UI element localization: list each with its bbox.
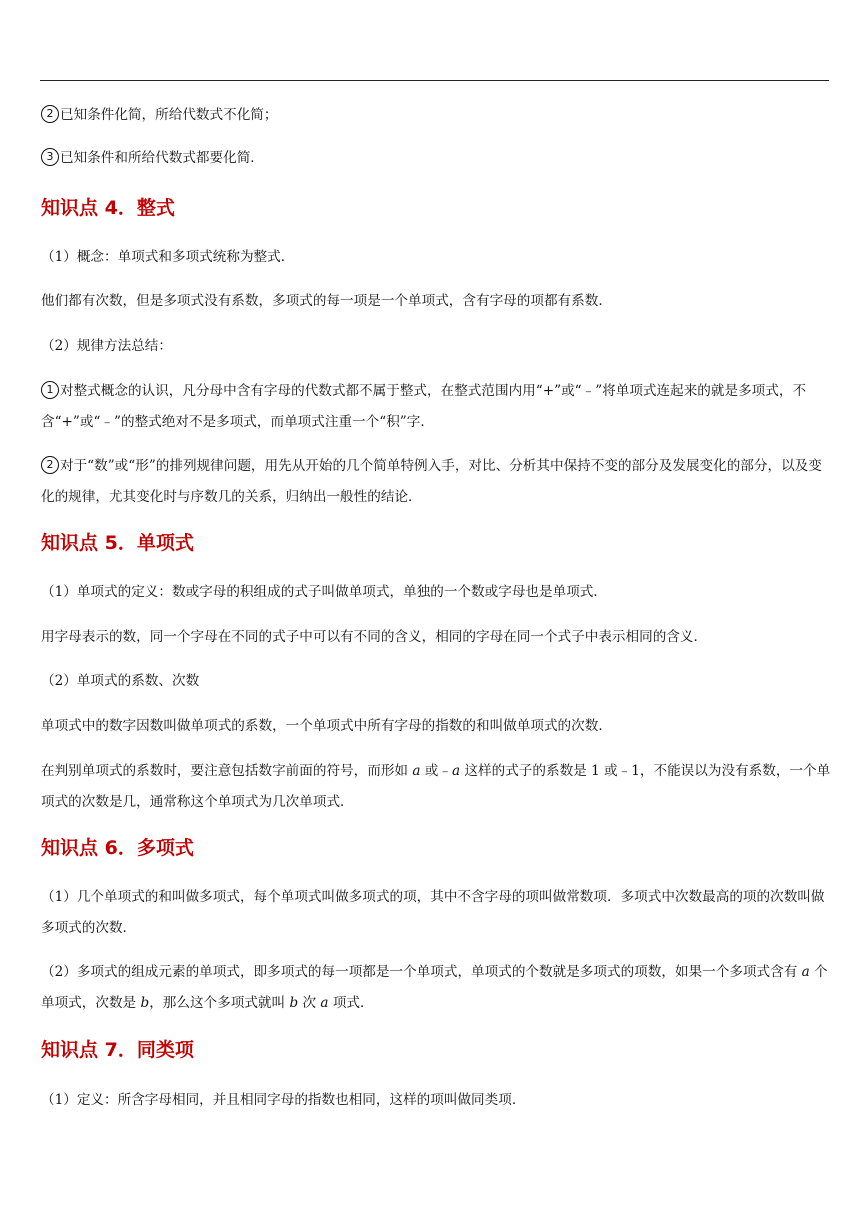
paragraph: 用字母表示的数，同一个字母在不同的式子中可以有不同的含义，相同的字母在同一个式子中表示相同的含义． [41,629,708,645]
heading-knowledge-5: 知识点 5．单项式 [41,532,194,554]
circled-number: 2 [41,105,59,123]
heading-knowledge-4: 知识点 4．整式 [41,197,175,219]
item-2: 2 已知条件化简，所给代数式不化简； [41,100,831,131]
paragraph: 单项式中的数字因数叫做单项式的系数，一个单项式中所有字母的指数的和叫做单项式的次数． [41,718,612,734]
item-1: 1 对整式概念的认识，凡分母中含有字母的代数式都不属于整式，在整式范围内用“+”或“﹣”将单项式连起来的就是多项式，不含“+”或“﹣”的整式绝对不是多项式，而单项式注重一个“积”字． [41,382,807,430]
circled-number: 3 [41,148,59,166]
circled-number: 2 [41,456,59,474]
paragraph: （2）单项式的系数、次数 [41,673,200,689]
item-3: 3 已知条件和所给代数式都要化简． [41,143,831,174]
paragraph: （1）定义：所含字母相同，并且相同字母的指数也相同，这样的项叫做同类项． [41,1092,526,1108]
header-rule [40,80,829,81]
heading-knowledge-7: 知识点 7．同类项 [41,1039,194,1061]
paragraph: （1）概念：单项式和多项式统称为整式． [41,249,295,265]
circled-number: 1 [41,381,59,399]
paragraph: 在判别单项式的系数时，要注意包括数字前面的符号，而形如 a 或﹣a 这样的式子的系数是 1 或﹣1，不能误以为没有系数，一个单项式的次数是几，通常称这个单项式为几次单项式． [41,763,831,810]
item-2: 2 对于“数”或“形”的排列规律问题，用先从开始的几个简单特例入手，对比、分析其中保持不变的部分及发展变化的部分，以及变化的规律，尤其变化时与序数几的关系，归纳出一般性的结论． [41,457,822,505]
paragraph: （1）单项式的定义：数或字母的积组成的式子叫做单项式，单独的一个数或字母也是单项式． [41,584,607,600]
paragraph: （2）多项式的组成元素的单项式，即多项式的每一项都是一个单项式，单项式的个数就是多项式的项数，如果一个多项式含有 a 个单项式，次数是 b，那么这个多项式就叫 b 次 a 项式． [41,964,828,1011]
paragraph: （1）几个单项式的和叫做多项式，每个单项式叫做多项式的项，其中不含字母的项叫做常数项．多项式中次数最高的项的次数叫做多项式的次数． [41,889,825,936]
paragraph: 他们都有次数，但是多项式没有系数，多项式的每一项是一个单项式，含有字母的项都有系数． [41,293,612,309]
heading-knowledge-6: 知识点 6．多项式 [41,837,194,859]
paragraph: （2）规律方法总结： [41,338,172,354]
